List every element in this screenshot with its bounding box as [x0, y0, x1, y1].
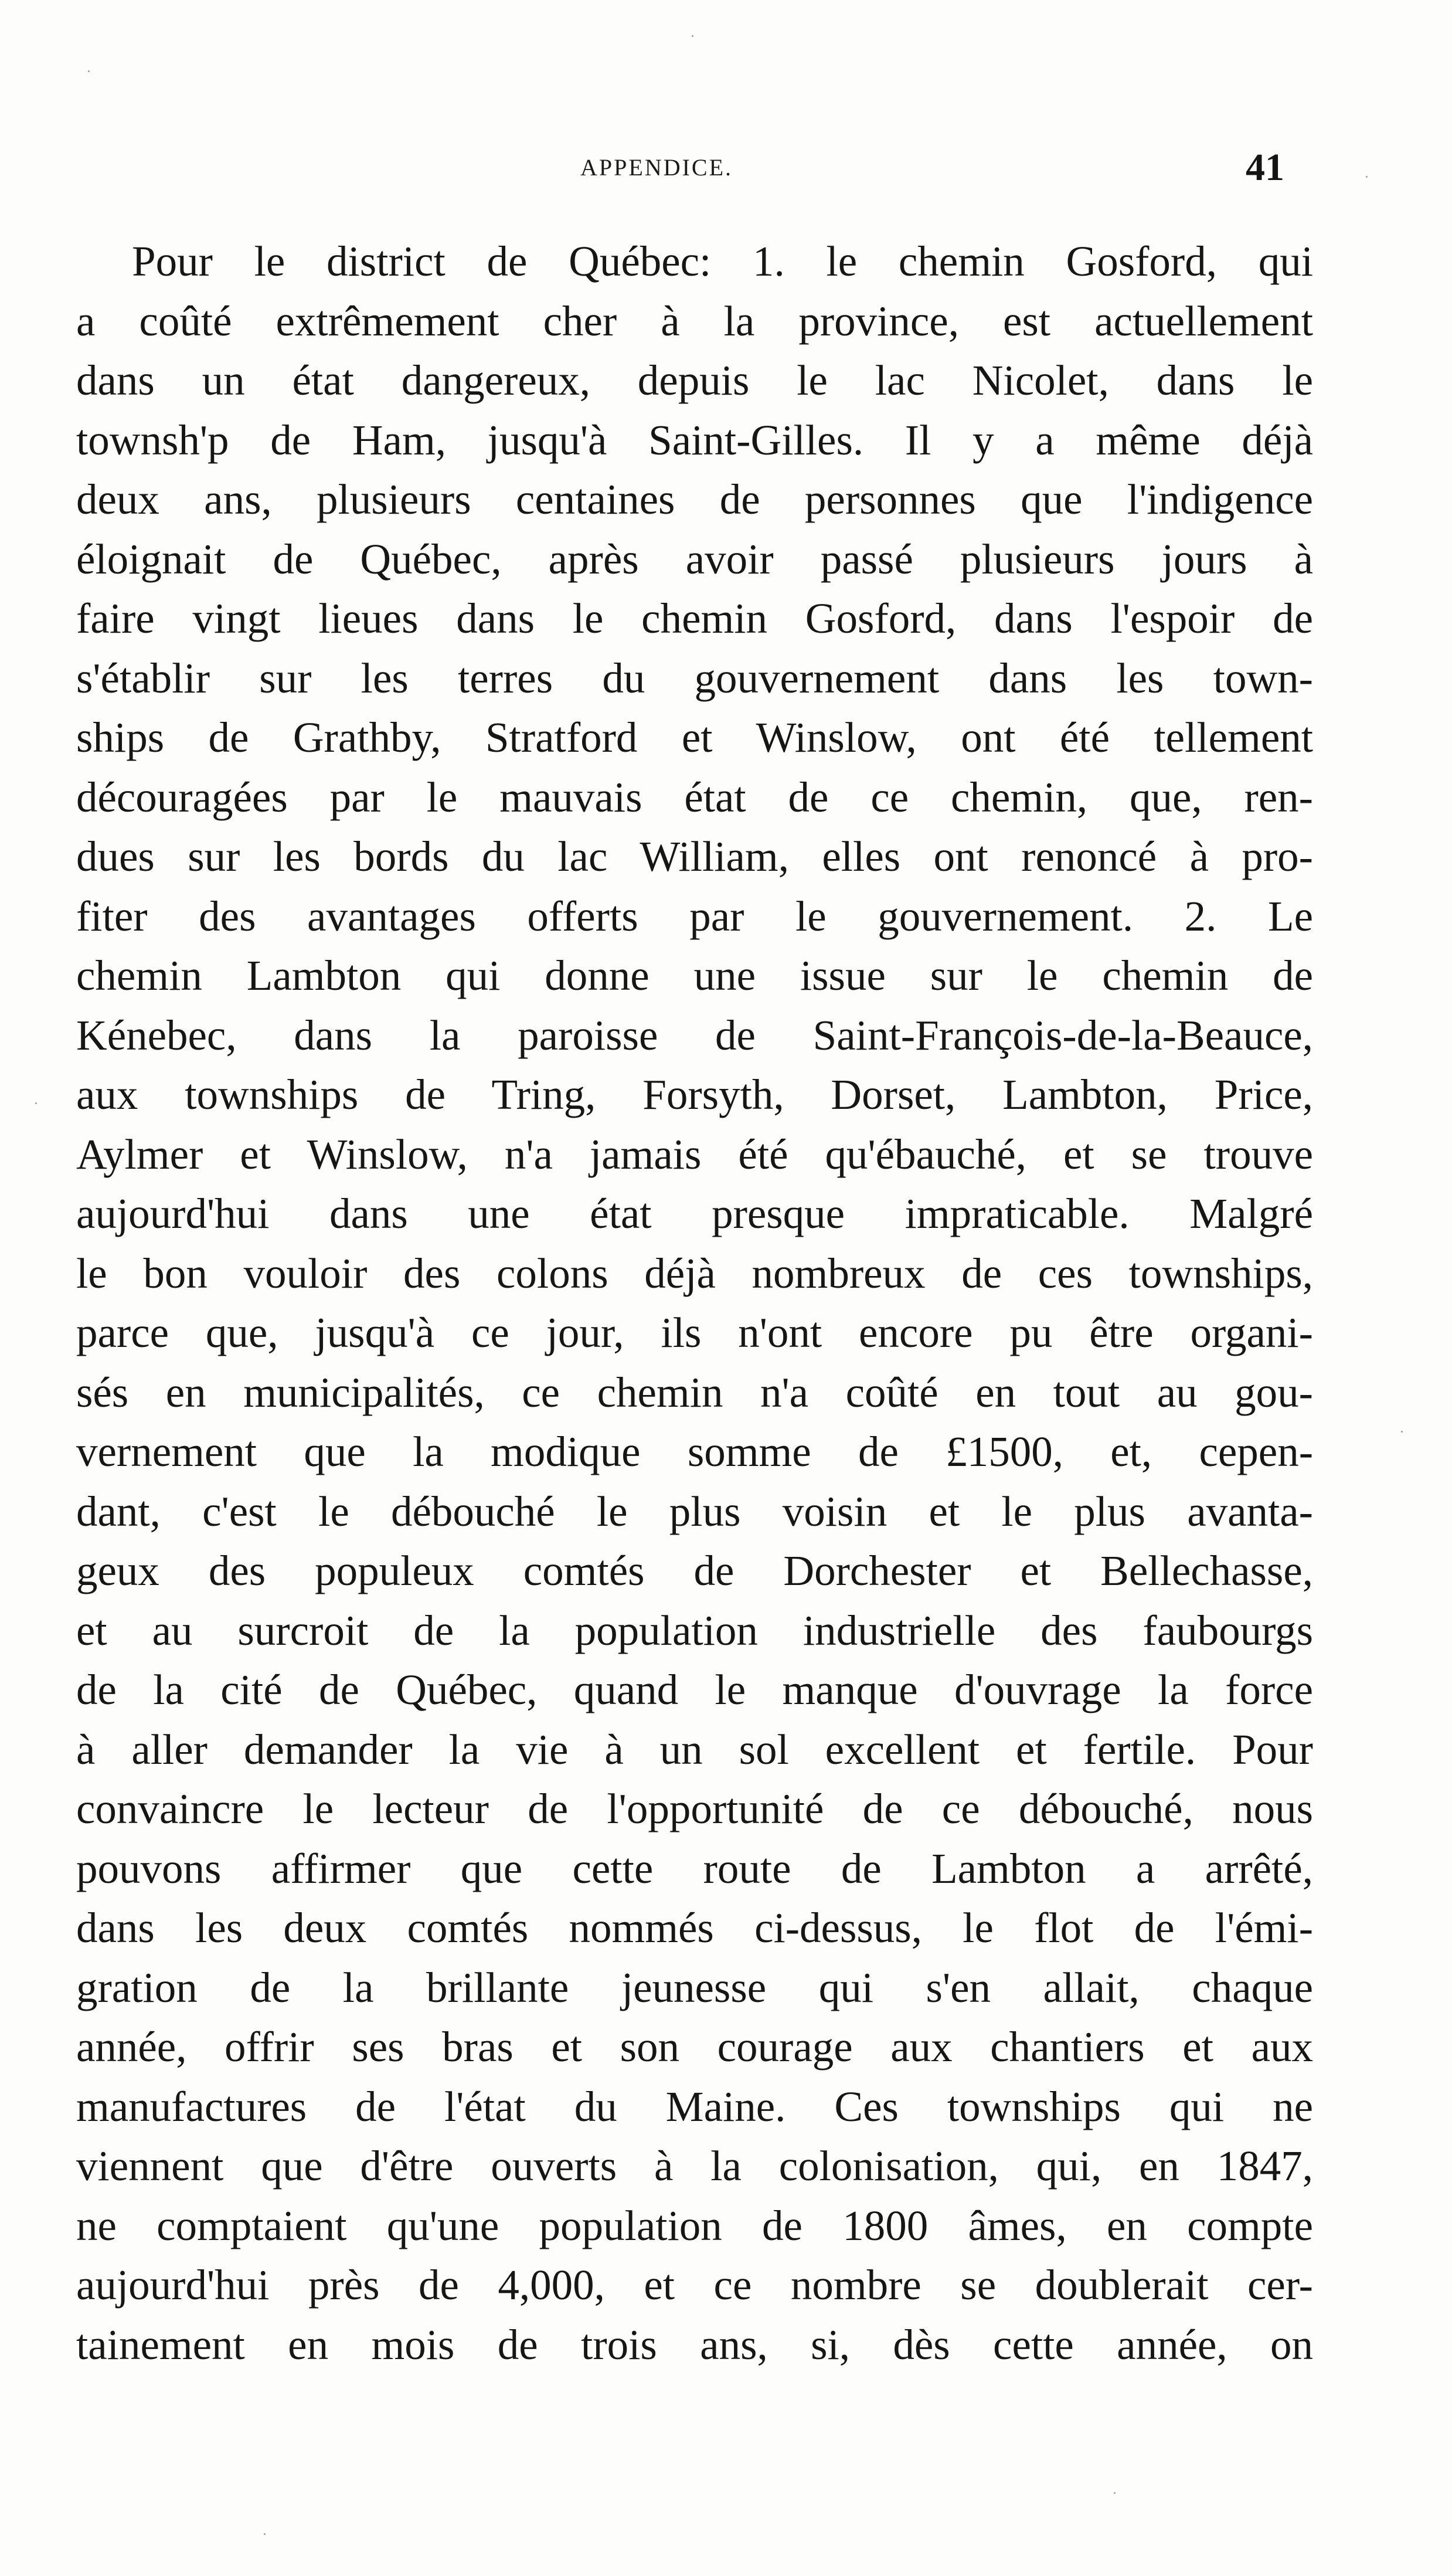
text-line: geux des populeux comtés de Dorchester et Bellechasse, — [76, 1547, 1313, 1594]
text-line: viennent que d'être ouverts à la colonisation, qui, en 1847, — [76, 2142, 1313, 2190]
paper-speck — [1401, 1431, 1403, 1433]
text-line: Aylmer et Winslow, n'a jamais été qu'ébauché, et se trouve — [76, 1130, 1313, 1178]
paper-speck — [1366, 176, 1368, 178]
text-line: à aller demander la vie à un sol excellent et fertile. Pour — [76, 1725, 1313, 1773]
text-line: le bon vouloir des colons déjà nombreux de ces townships, — [76, 1249, 1313, 1297]
text-line: deux ans, plusieurs centaines de personnes que l'indigence — [76, 476, 1313, 523]
text-line: pouvons affirmer que cette route de Lambton a arrêté, — [76, 1844, 1313, 1892]
text-line: dans les deux comtés nommés ci-dessus, le flot de l'émi- — [76, 1904, 1313, 1951]
text-line: vernement que la modique somme de £1500, et, cepen- — [76, 1428, 1313, 1475]
text-line: chemin Lambton qui donne une issue sur le chemin de — [76, 952, 1313, 999]
text-line: éloignait de Québec, après avoir passé plusieurs jours à — [76, 535, 1313, 583]
text-line: aujourd'hui près de 4,000, et ce nombre se doublerait cer- — [76, 2261, 1313, 2309]
text-line: parce que, jusqu'à ce jour, ils n'ont encore pu être organi- — [76, 1309, 1313, 1356]
text-line: ne comptaient qu'une population de 1800 âmes, en compte — [76, 2201, 1313, 2249]
paper-speck — [1114, 2492, 1116, 2494]
text-line: sés en municipalités, ce chemin n'a coûté en tout au gou- — [76, 1368, 1313, 1416]
text-line: tainement en mois de trois ans, si, dès cette année, on — [76, 2320, 1313, 2368]
text-line: a coûté extrêmement cher à la province, est actuellement — [76, 297, 1313, 345]
paper-speck — [264, 2533, 266, 2535]
text-line: townsh'p de Ham, jusqu'à Saint-Gilles. Il y a même déjà — [76, 416, 1313, 464]
text-line: aujourd'hui dans une état presque impraticable. Malgré — [76, 1190, 1313, 1237]
text-line: ships de Grathby, Stratford et Winslow, ont été tellement — [76, 714, 1313, 761]
text-line: découragées par le mauvais état de ce chemin, que, ren- — [76, 773, 1313, 821]
text-line: dues sur les bords du lac William, elles ont renoncé à pro- — [76, 833, 1313, 880]
text-line: gration de la brillante jeunesse qui s'en allait, chaque — [76, 1963, 1313, 2011]
text-line: année, offrir ses bras et son courage aux chantiers et aux — [76, 2023, 1313, 2071]
text-line: s'établir sur les terres du gouvernement dans les town- — [76, 654, 1313, 702]
text-line: Kénebec, dans la paroisse de Saint-François-de-la-Beauce, — [76, 1011, 1313, 1059]
paper-speck — [88, 70, 90, 72]
running-head: APPENDICE. — [580, 154, 733, 181]
text-line: fiter des avantages offerts par le gouvernement. 2. Le — [76, 892, 1313, 940]
body-text — [76, 232, 1313, 2374]
page-number: 41 — [1246, 146, 1284, 189]
text-line: dant, c'est le débouché le plus voisin et le plus avanta- — [76, 1487, 1313, 1535]
text-line: convaincre le lecteur de l'opportunité de ce débouché, nous — [76, 1785, 1313, 1832]
text-line: faire vingt lieues dans le chemin Gosford, dans l'espoir de — [76, 595, 1313, 642]
text-line: et au surcroit de la population industrielle des faubourgs — [76, 1606, 1313, 1654]
paper-speck — [692, 35, 693, 37]
paper-speck — [35, 1102, 37, 1104]
text-line: aux townships de Tring, Forsyth, Dorset, Lambton, Price, — [76, 1071, 1313, 1118]
text-line: Pour le district de Québec: 1. le chemin Gosford, qui — [132, 237, 1313, 285]
text-line: de la cité de Québec, quand le manque d'ouvrage la force — [76, 1666, 1313, 1713]
text-line: manufactures de l'état du Maine. Ces townships qui ne — [76, 2082, 1313, 2130]
text-line: dans un état dangereux, depuis le lac Nicolet, dans le — [76, 357, 1313, 404]
